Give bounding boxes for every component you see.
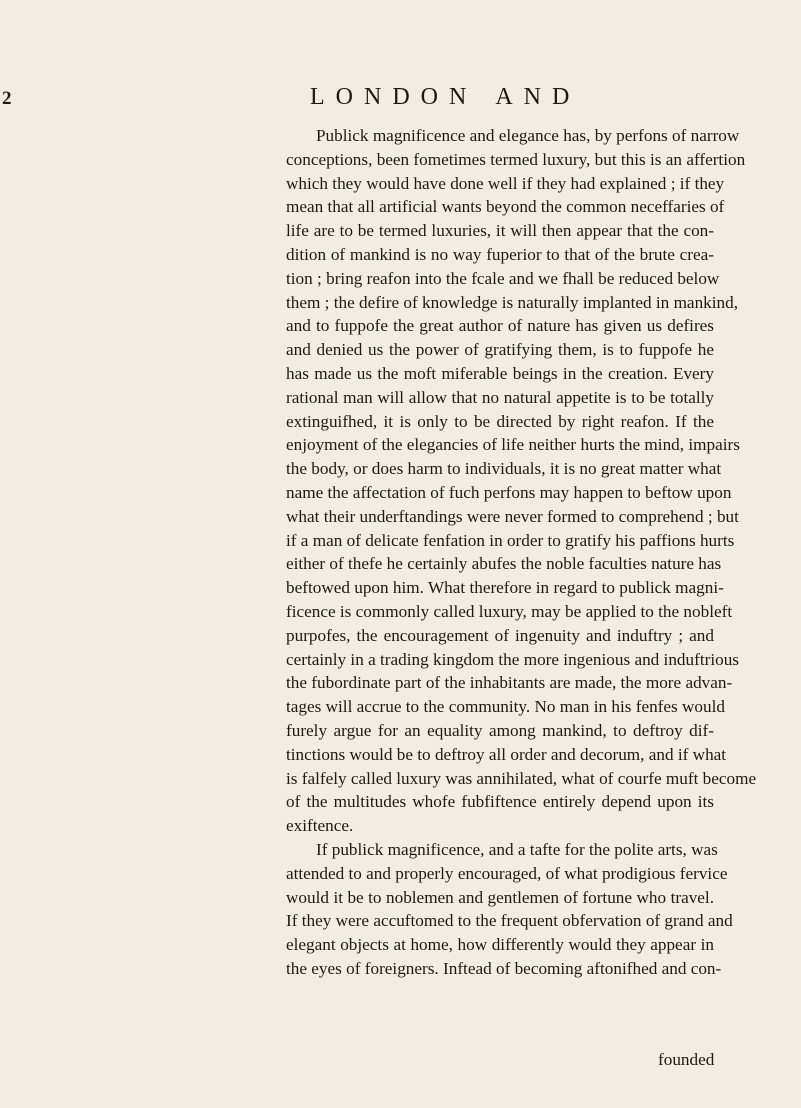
text-line: If publick magnificence, and a tafte for the polite arts, was xyxy=(316,839,718,859)
text-line: conceptions, been fometimes termed luxury, but this is an affertion xyxy=(286,149,746,169)
text-line: name the affectation of fuch perfons may happen to beftow upon xyxy=(286,482,732,502)
text-line: has made us the moft miferable beings in the creation. Every xyxy=(286,363,714,383)
text-line: purpofes, the encouragement of ingenuity and induftry ; and xyxy=(286,625,714,645)
text-line: of the multitudes whofe fubfiftence entirely depend upon its xyxy=(286,792,714,812)
text-line: is falfely called luxury was annihilated, what of courfe muft become xyxy=(286,768,757,788)
text-line: life are to be termed luxuries, it will then appear that the con- xyxy=(286,221,714,241)
text-line: Publick magnificence and elegance has, by perfons of narrow xyxy=(316,126,740,145)
text-line: if a man of delicate fenfation in order to gratify his paffions hurts xyxy=(286,530,735,550)
text-line: them ; the defire of knowledge is naturally implanted in mankind, xyxy=(286,292,739,312)
text-line: the eyes of foreigners. Inftead of becoming aftonifhed and con- xyxy=(286,958,722,978)
text-line: elegant objects at home, how differently would they appear in xyxy=(286,935,714,955)
text-line: the body, or does harm to individuals, it is no great matter what xyxy=(286,459,722,479)
text-line: If they were accuftomed to the frequent obfervation of grand and xyxy=(286,911,733,931)
text-line: extinguifhed, it is only to be directed by right reafon. If the xyxy=(286,411,714,431)
text-line: beftowed upon him. What therefore in regard to publick magni- xyxy=(286,578,724,598)
text-line: which they would have done well if they had explained ; if they xyxy=(286,173,725,193)
text-line: either of thefe he certainly abufes the noble faculties nature has xyxy=(286,554,722,574)
text-line: attended to and properly encouraged, of what prodigious fervice xyxy=(286,863,728,883)
text-line: and to fuppofe the great author of nature has given us defires xyxy=(286,316,714,336)
text-line: exiftence. xyxy=(286,816,354,836)
running-head-word: LONDON xyxy=(310,84,478,110)
page-number: 2 xyxy=(2,88,12,109)
running-head xyxy=(310,84,580,111)
text-line: would it be to noblemen and gentlemen of fortune who travel. xyxy=(286,887,714,907)
text-line: certainly in a trading kingdom the more ingenious and induftrious xyxy=(286,649,739,669)
text-line: rational man will allow that no natural appetite is to be totally xyxy=(286,387,714,407)
text-line: and denied us the power of gratifying them, is to fuppofe he xyxy=(286,340,714,360)
body-text xyxy=(286,124,757,981)
text-line: dition of mankind is no way fuperior to that of the brute crea- xyxy=(286,244,714,264)
text-line: tages will accrue to the community. No man in his fenfes would xyxy=(286,697,725,717)
text-line: tinctions would be to deftroy all order and decorum, and if what xyxy=(286,744,727,764)
text-line: furely argue for an equality among mankind, to deftroy dif- xyxy=(286,720,714,740)
text-line: mean that all artificial wants beyond the common neceffaries of xyxy=(286,197,725,217)
text-line: tion ; bring reafon into the fcale and we fhall be reduced below xyxy=(286,268,720,288)
text-line: enjoyment of the elegancies of life neither hurts the mind, impairs xyxy=(286,435,740,455)
text-line: ficence is commonly called luxury, may be applied to the nobleft xyxy=(286,601,733,621)
text-line: what their underftandings were never formed to comprehend ; but xyxy=(286,506,739,526)
catchword: founded xyxy=(658,1050,715,1069)
running-head-word: AND xyxy=(495,84,581,110)
text-line: the fubordinate part of the inhabitants are made, the more advan- xyxy=(286,673,733,693)
